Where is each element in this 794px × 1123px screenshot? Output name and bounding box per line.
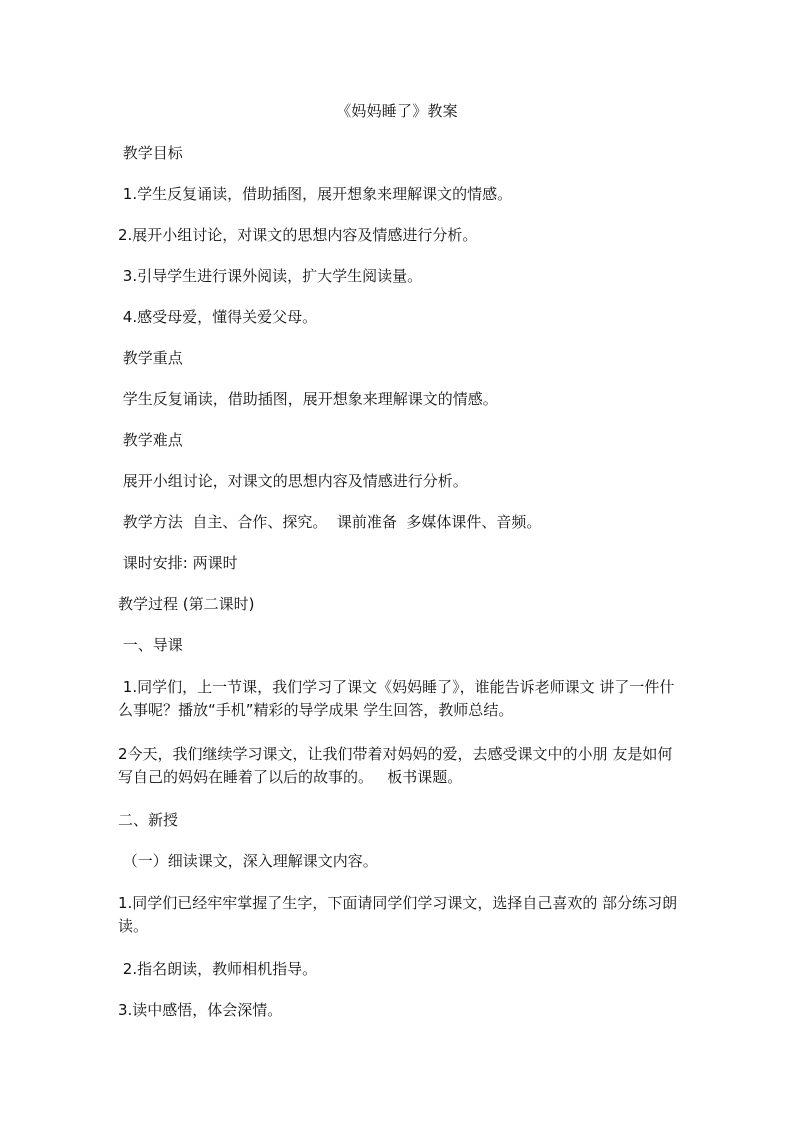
document-title: 《妈妈睡了》教案 — [336, 102, 458, 120]
difficulties-text: 展开小组讨论，对课文的思想内容及情感进行分析。 — [118, 472, 468, 490]
key-points-text: 学生反复诵读，借助插图，展开想象来理解课文的情感。 — [118, 390, 498, 408]
objective-item: 2.展开小组讨论，对课文的思想内容及情感进行分析。 — [118, 226, 478, 244]
process-paragraph: 2.指名朗读，教师相机指导。 — [118, 960, 318, 978]
objective-item: 3.引导学生进行课外阅读，扩大学生阅读量。 — [118, 267, 423, 285]
document-body — [118, 143, 678, 1020]
process-paragraph: （一）细读课文，深入理解课文内容。 — [118, 852, 378, 870]
subsection-heading-intro: 一、导课 — [118, 636, 183, 654]
schedule-text: 课时安排: 两课时 — [118, 554, 238, 572]
process-paragraph: 1.同学们，上一节课，我们学习了课文《妈妈睡了》，谁能告诉老师课文 讲了一件什么事呢？播放“手机”精彩的导学成果 学生回答，教师总结。 — [118, 678, 675, 719]
subsection-heading-new-lesson: 二、新授 — [118, 811, 179, 829]
objective-item: 1.学生反复诵读，借助插图，展开想象来理解课文的情感。 — [118, 185, 513, 203]
section-heading-difficulties: 教学难点 — [118, 431, 183, 449]
section-heading-objectives: 教学目标 — [118, 144, 183, 162]
objective-item: 4.感受母爱，懂得关爱父母。 — [118, 308, 318, 326]
process-paragraph: 3.读中感悟，体会深情。 — [118, 1001, 283, 1019]
process-paragraph: 1.同学们已经牢牢掌握了生字，下面请同学们学习课文，选择自己喜欢的 部分练习朗读。 — [118, 894, 678, 935]
section-heading-process: 教学过程 (第二课时) — [118, 595, 255, 613]
section-heading-key-points: 教学重点 — [118, 349, 183, 367]
process-paragraph: 2今天，我们继续学习课文，让我们带着对妈妈的爱，去感受课文中的小朋 友是如何写自己的妈妈在睡着了以后的故事的。 板书课题。 — [118, 745, 673, 786]
methods-and-preparation: 教学方法 自主、合作、探究。 课前准备 多媒体课件、音频。 — [118, 513, 542, 531]
